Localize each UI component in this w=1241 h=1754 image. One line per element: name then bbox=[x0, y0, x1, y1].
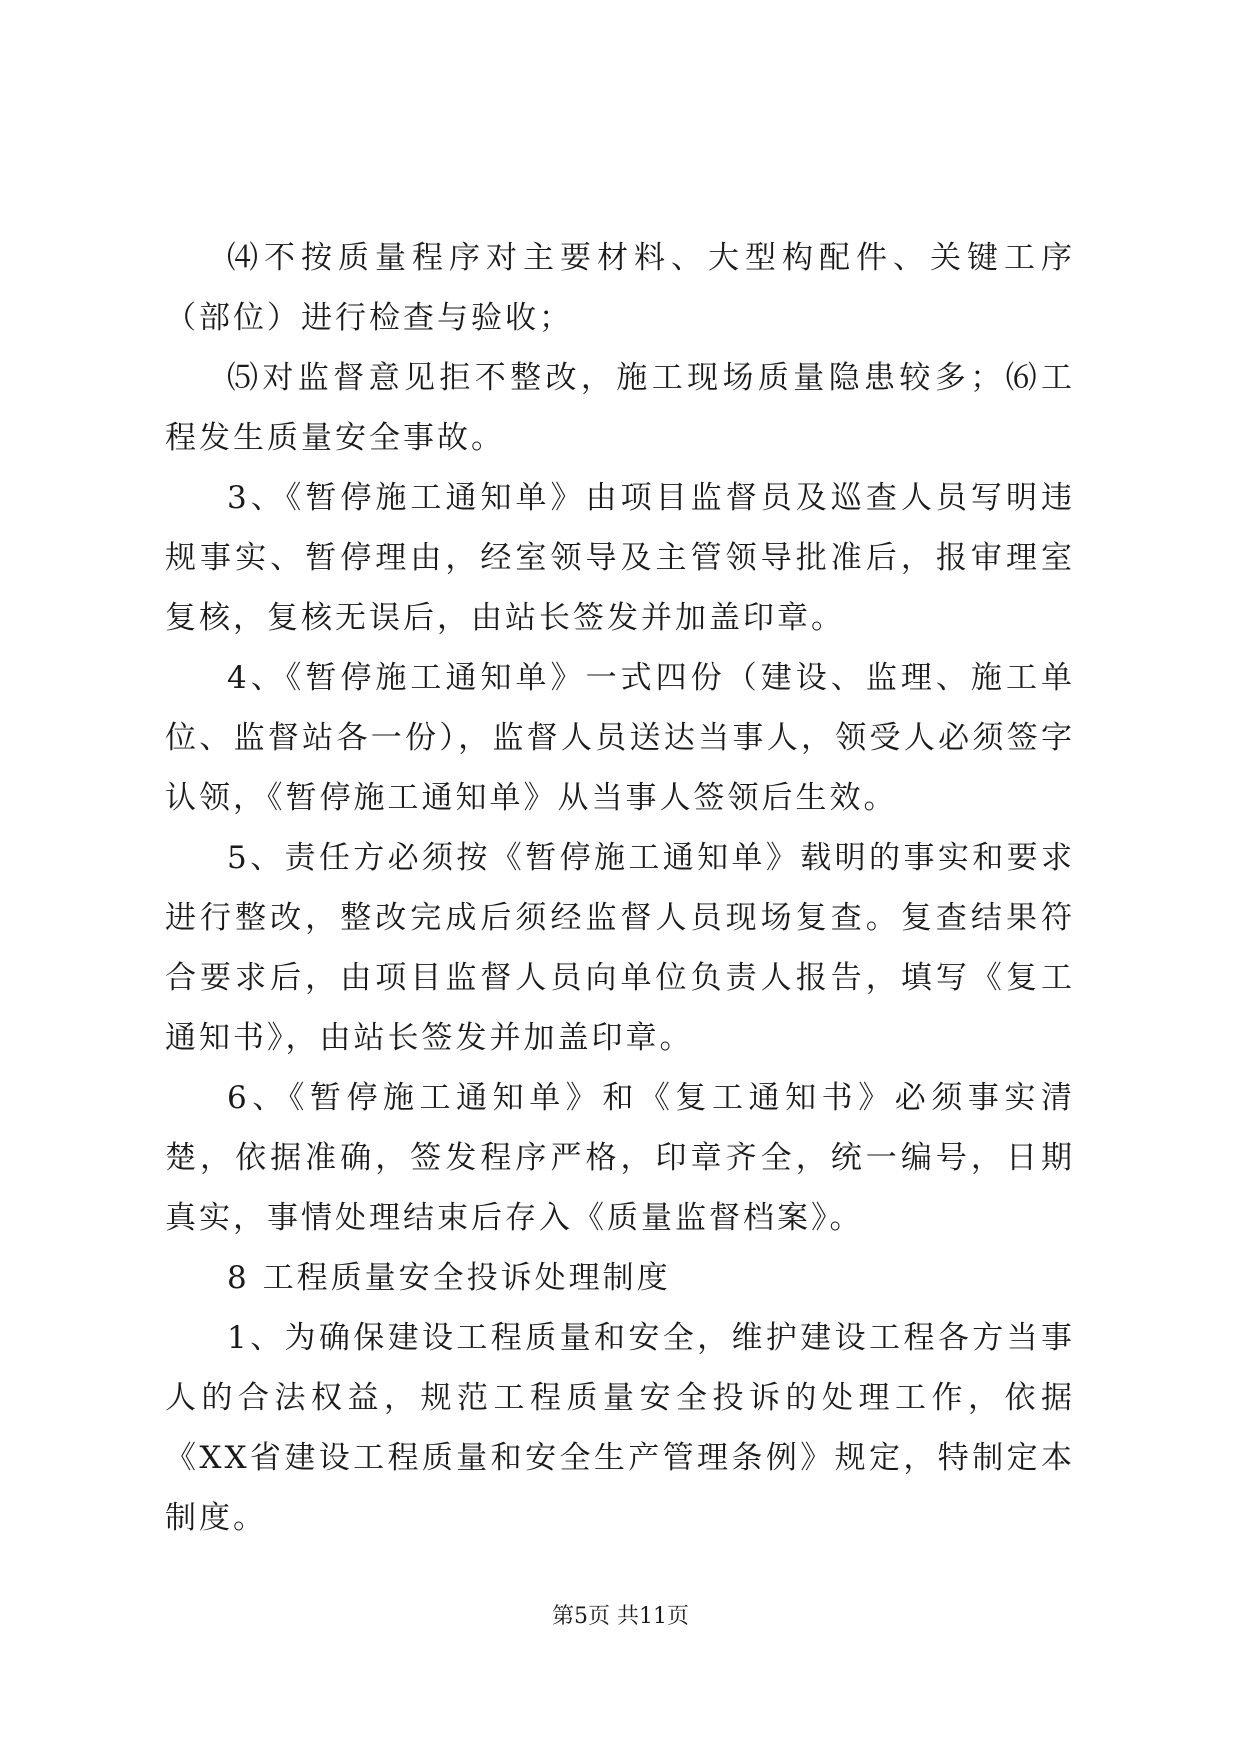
paragraph-3-suspension-notice-issuance: 3、《暂停施工通知单》由项目监督员及巡查人员写明违规事实、暂停理由，经室领导及主管领导批准后，报审理室复核，复核无误后，由站长签发并加盖印章。 bbox=[165, 480, 1075, 636]
section-heading-complaint-system: 8 工程质量安全投诉处理制度 bbox=[227, 1260, 671, 1296]
paragraph-6-archive: 6、《暂停施工通知单》和《复工通知书》必须事实清楚，依据准确，签发程序严格，印章齐全，统一编号，日期真实，事情处理结束后存入《质量监督档案》。 bbox=[165, 1080, 1075, 1236]
paragraph-item-5-6-rectification: ⑸对监督意见拒不整改，施工现场质量隐患较多；⑹工程发生质量安全事故。 bbox=[165, 360, 1075, 456]
paragraph-1-complaint-purpose: 1、为确保建设工程质量和安全，维护建设工程各方当事人的合法权益，规范工程质量安全投诉的处理工作，依据《XX省建设工程质量和安全生产管理条例》规定，特制定本制度。 bbox=[165, 1320, 1075, 1536]
paragraph-4-suspension-notice-copies: 4、《暂停施工通知单》一式四份（建设、监理、施工单位、监督站各一份），监督人员送达当事人，领受人必须签字认领，《暂停施工通知单》从当事人签领后生效。 bbox=[165, 660, 1075, 816]
page-number-footer: 第5页 共11页 bbox=[552, 1604, 689, 1629]
document-body bbox=[165, 228, 1075, 1548]
paragraph-item-4-inspection: ⑷不按质量程序对主要材料、大型构配件、关键工序（部位）进行检查与验收； bbox=[165, 240, 1075, 336]
paragraph-5-rectification-resume: 5、责任方必须按《暂停施工通知单》载明的事实和要求进行整改，整改完成后须经监督人员现场复查。复查结果符合要求后，由项目监督人员向单位负责人报告，填写《复工通知书》，由站长签发并加盖印章。 bbox=[165, 840, 1075, 1056]
